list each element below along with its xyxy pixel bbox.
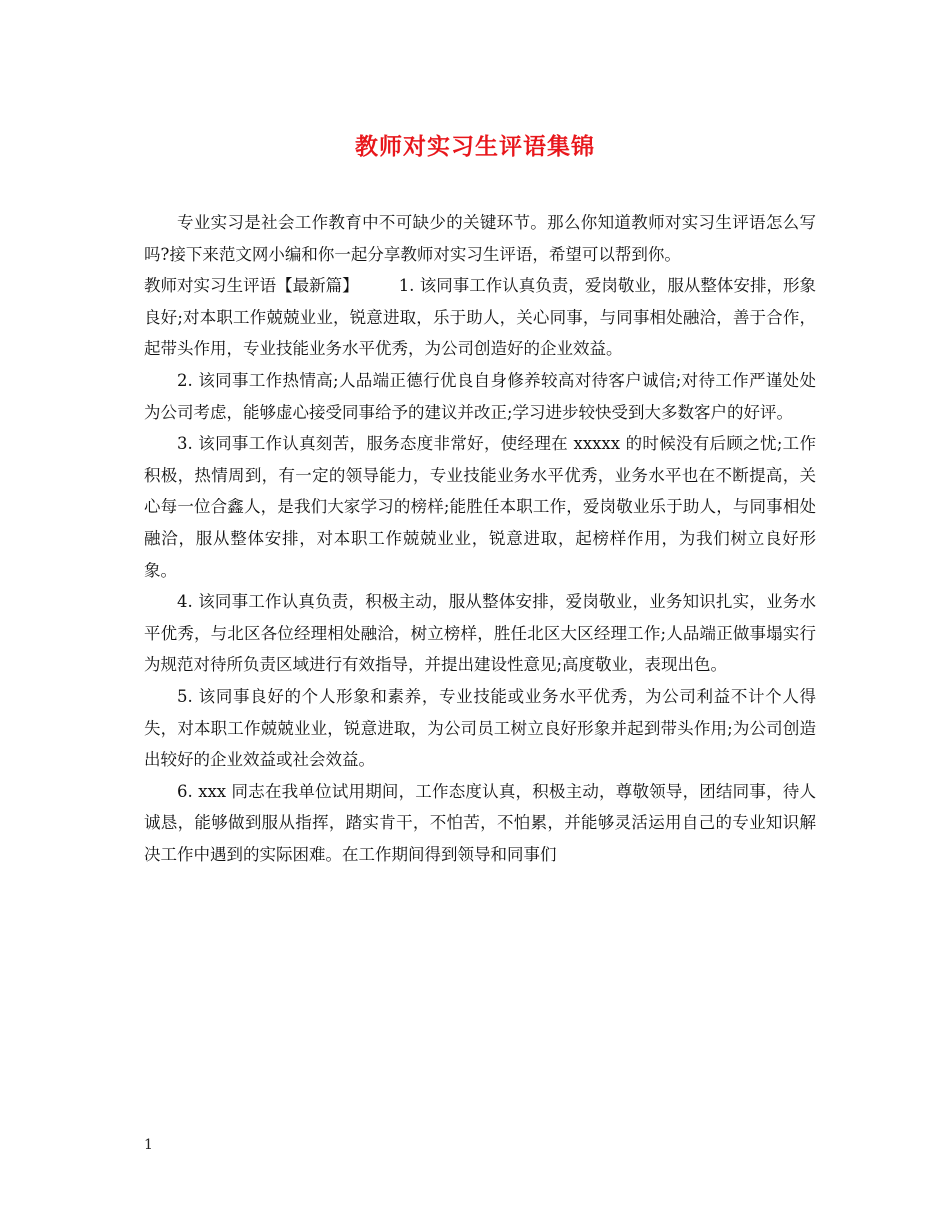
item-paragraph-2: 2. 该同事工作热情高;人品端正德行优良自身修养较高对待客户诚信;对待工作严谨处处为公司考虑，能够虚心接受同事给予的建议并改正;学习进步较快受到大多数客户的好评。	[144, 370, 816, 422]
section-paragraph	[144, 270, 816, 365]
document-body	[144, 207, 816, 870]
document-title: 教师对实习生评语集锦	[355, 133, 595, 160]
item-paragraph-5: 5. 该同事良好的个人形象和素养，专业技能或业务水平优秀，为公司利益不计个人得失，对本职工作兢兢业业，锐意进取，为公司员工树立良好形象并起到带头作用;为公司创造出较好的企业效益或社会效益。	[144, 686, 816, 770]
item-paragraph-4: 4. 该同事工作认真负责，积极主动，服从整体安排，爱岗敬业，业务知识扎实，业务水平优秀，与北区各位经理相处融洽，树立榜样，胜任北区大区经理工作;人品端正做事塌实行为规范对待所负责区域进行有效指导，并提出建设性意见;高度敬业，表现出色。	[144, 592, 816, 675]
item-1-text: 1. 该同事工作认真负责，爱岗敬业，服从整体安排，形象良好;对本职工作兢兢业业，锐意进取，乐于助人，关心同事，与同事相处融洽，善于合作，起带头作用，专业技能业务水平优秀，为公司创造好的企业效益。	[144, 276, 816, 359]
item-paragraph-6: 6. xxx 同志在我单位试用期间，工作态度认真，积极主动，尊敬领导，团结同事，待人诚恳，能够做到服从指挥，踏实肯干，不怕苦，不怕累，并能够灵活运用自己的专业知识解决工作中遇到的实际困难。在工作期间得到领导和同事们	[144, 781, 816, 864]
item-paragraph-3: 3. 该同事工作认真刻苦，服务态度非常好，使经理在 xxxxx 的时候没有后顾之忧;工作积极，热情周到，有一定的领导能力，专业技能业务水平优秀，业务水平也在不断提高，关心每一位合鑫人，是我们大家学习的榜样;能胜任本职工作，爱岗敬业乐于助人，与同事相处融洽，服从整体安排，对本职工作兢兢业业，锐意进取，起榜样作用，为我们树立良好形象。	[144, 434, 816, 580]
page-number: 1	[144, 1137, 153, 1153]
section-heading: 教师对实习生评语【最新篇】	[144, 276, 359, 296]
intro-paragraph: 专业实习是社会工作教育中不可缺少的关键环节。那么你知道教师对实习生评语怎么写吗?接下来范文网小编和你一起分享教师对实习生评语，希望可以帮到你。	[144, 213, 816, 264]
